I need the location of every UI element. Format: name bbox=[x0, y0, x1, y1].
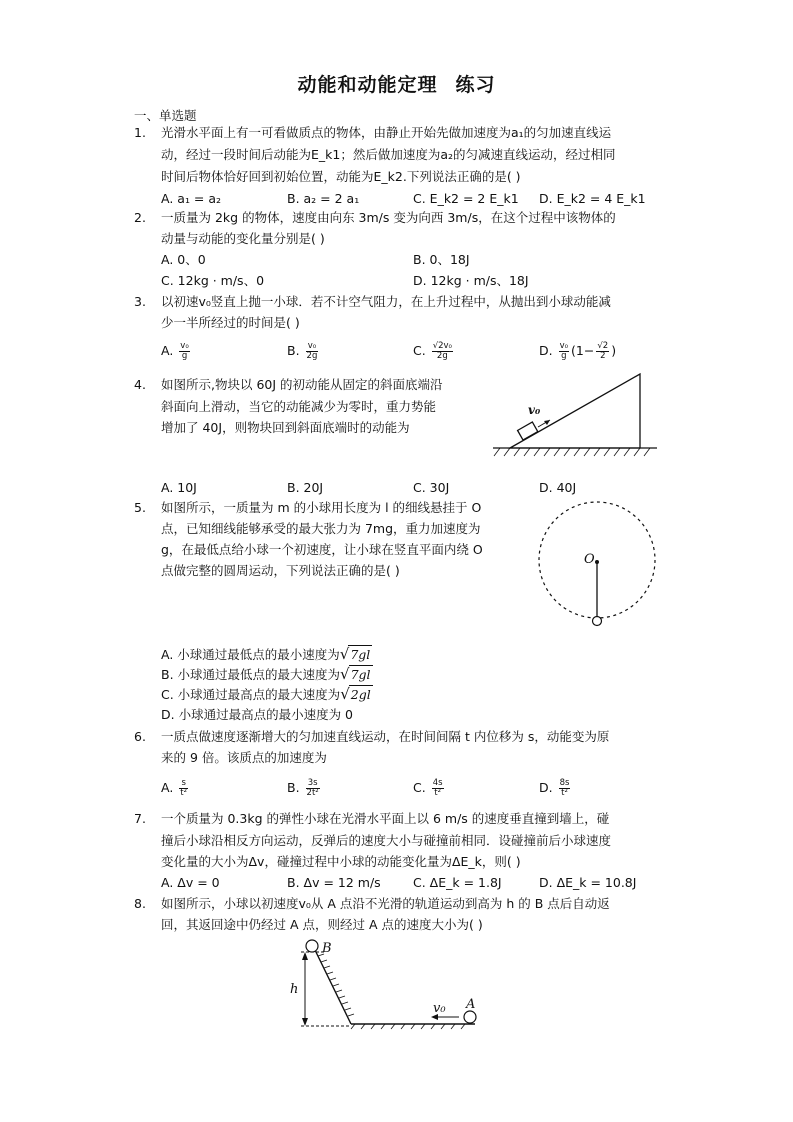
question-text-line: 回，其返回途中仍经过 A 点，则经过 A 点的速度大小为( ) bbox=[161, 917, 483, 932]
option-b: B. 0、18J bbox=[413, 252, 470, 267]
option-b: B. 20J bbox=[287, 480, 324, 495]
question-text-line: 点，已知细线能够承受的最大张力为 7mg，重力加速度为 bbox=[161, 521, 481, 536]
pivot-label: O bbox=[584, 552, 595, 567]
question-number: 6. bbox=[134, 729, 146, 744]
option-c: C. E_k2 = 2 E_k1 bbox=[413, 191, 519, 206]
option-a: A. a₁ = a₂ bbox=[161, 191, 222, 206]
option-a: A. $\frac{\text{v₀}}{g}$ bbox=[161, 341, 189, 361]
option-d: D. ΔE_k = 10.8J bbox=[539, 875, 637, 890]
question-text-line: 光滑水平面上有一可看做质点的物体，由静止开始先做加速度为a₁的匀加速直线运 bbox=[161, 125, 612, 140]
option-b: B. Δv = 12 m/s bbox=[287, 875, 381, 890]
option-d: D. 40J bbox=[539, 480, 577, 495]
question-text-line: g，在最低点给小球一个初速度，让小球在竖直平面内绕 O bbox=[161, 542, 483, 557]
question-number: 4. bbox=[134, 377, 146, 392]
option-d: D. $\frac{\text{v₀}}{g}$ (1− $\frac{√2}{2}$ ) bbox=[539, 341, 617, 361]
incline-figure bbox=[490, 370, 660, 465]
option-a: A. Δv = 0 bbox=[161, 875, 220, 890]
option-c: C. 12kg · m/s、0 bbox=[161, 273, 265, 288]
option-c: C. 小球通过最高点的最大速度为√2gl bbox=[161, 685, 371, 703]
option-d: D. 12kg · m/s、18J bbox=[413, 273, 529, 288]
question-number: 1. bbox=[134, 125, 146, 140]
question-text-line: 点做完整的圆周运动，下列说法正确的是( ) bbox=[161, 563, 400, 578]
option-a: A. 0、0 bbox=[161, 252, 206, 267]
question-text-line: 变化量的大小为Δv，碰撞过程中小球的动能变化量为ΔE_k，则( ) bbox=[161, 854, 521, 869]
question-text-line: 以初速v₀竖直上抛一小球．若不计空气阻力，在上升过程中，从抛出到小球动能减 bbox=[161, 294, 611, 309]
option-c: C. $\frac{\text{√2v₀}}{2g}$ bbox=[413, 341, 452, 361]
question-text-line: 一质点做速度逐渐增大的匀加速直线运动，在时间间隔 t 内位移为 s，动能变为原 bbox=[161, 729, 610, 744]
pendulum-figure bbox=[535, 495, 665, 630]
label-v0: v₀ bbox=[433, 1001, 446, 1016]
option-d: D. E_k2 = 4 E_k1 bbox=[539, 191, 646, 206]
question-text-line: 如图所示，小球以初速度v₀从 A 点沿不光滑的轨道运动到高为 h 的 B 点后自动返 bbox=[161, 896, 610, 911]
option-a: A. $\frac{s}{\text{t²}}$ bbox=[161, 778, 188, 798]
velocity-label: v₀ bbox=[528, 403, 541, 417]
label-h: h bbox=[290, 982, 299, 997]
title-suffix: 练习 bbox=[455, 74, 496, 96]
option-a: A. 10J bbox=[161, 480, 197, 495]
page-title bbox=[0, 70, 793, 97]
question-text-line: 动量与动能的变化量分别是( ) bbox=[161, 231, 325, 246]
question-text-line: 撞后小球沿相反方向运动，反弹后的速度大小与碰撞前相同．设碰撞前后小球速度 bbox=[161, 833, 612, 848]
option-b: B. $\frac{3s}{\text{2t²}}$ bbox=[287, 778, 319, 798]
question-number: 2. bbox=[134, 210, 146, 225]
question-text-line: 一质量为 2kg 的物体，速度由向东 3m/s 变为向西 3m/s，在这个过程中该物体的 bbox=[161, 210, 616, 225]
question-text-line: 如图所示，一质量为 m 的小球用长度为 l 的细线悬挂于 O bbox=[161, 500, 482, 515]
option-d: D. 小球通过最高点的最小速度为 0 bbox=[161, 707, 353, 722]
option-b: B. 小球通过最低点的最大速度为√7gl bbox=[161, 665, 371, 683]
question-text-line: 斜面向上滑动，当它的动能减少为零时，重力势能 bbox=[161, 399, 437, 414]
label-a: A bbox=[466, 997, 476, 1012]
question-text-line: 来的 9 倍。该质点的加速度为 bbox=[161, 750, 327, 765]
question-number: 3. bbox=[134, 294, 146, 309]
option-a: A. 小球通过最低点的最小速度为√7gl bbox=[161, 645, 371, 663]
option-c: C. $\frac{4s}{\text{t²}}$ bbox=[413, 778, 443, 798]
track-figure bbox=[285, 938, 485, 1030]
option-b: B. $\frac{\text{v₀}}{2g}$ bbox=[287, 341, 318, 361]
question-text-line: 少一半所经过的时间是( ) bbox=[161, 315, 300, 330]
question-number: 7. bbox=[134, 811, 146, 826]
question-text-line: 如图所示,物块以 60J 的初动能从固定的斜面底端沿 bbox=[161, 377, 443, 392]
question-text-line: 动，经过一段时间后动能为E_k1；然后做加速度为a₂的匀减速直线运动，经过相同 bbox=[161, 147, 616, 162]
option-d: D. $\frac{8s}{\text{t²}}$ bbox=[539, 778, 570, 798]
question-text-line: 时间后物体恰好回到初始位置，动能为E_k2.下列说法正确的是( ) bbox=[161, 169, 521, 184]
option-c: C. 30J bbox=[413, 480, 450, 495]
label-b: B bbox=[322, 941, 332, 956]
question-number: 8. bbox=[134, 896, 146, 911]
section-heading: 一、单选题 bbox=[134, 108, 197, 123]
question-number: 5. bbox=[134, 500, 146, 515]
question-text-line: 增加了 40J，则物块回到斜面底端时的动能为 bbox=[161, 420, 410, 435]
option-c: C. ΔE_k = 1.8J bbox=[413, 875, 502, 890]
option-b: B. a₂ = 2 a₁ bbox=[287, 191, 360, 206]
title-main: 动能和动能定理 bbox=[297, 74, 438, 96]
question-text-line: 一个质量为 0.3kg 的弹性小球在光滑水平面上以 6 m/s 的速度垂直撞到墙上，碰 bbox=[161, 811, 610, 826]
